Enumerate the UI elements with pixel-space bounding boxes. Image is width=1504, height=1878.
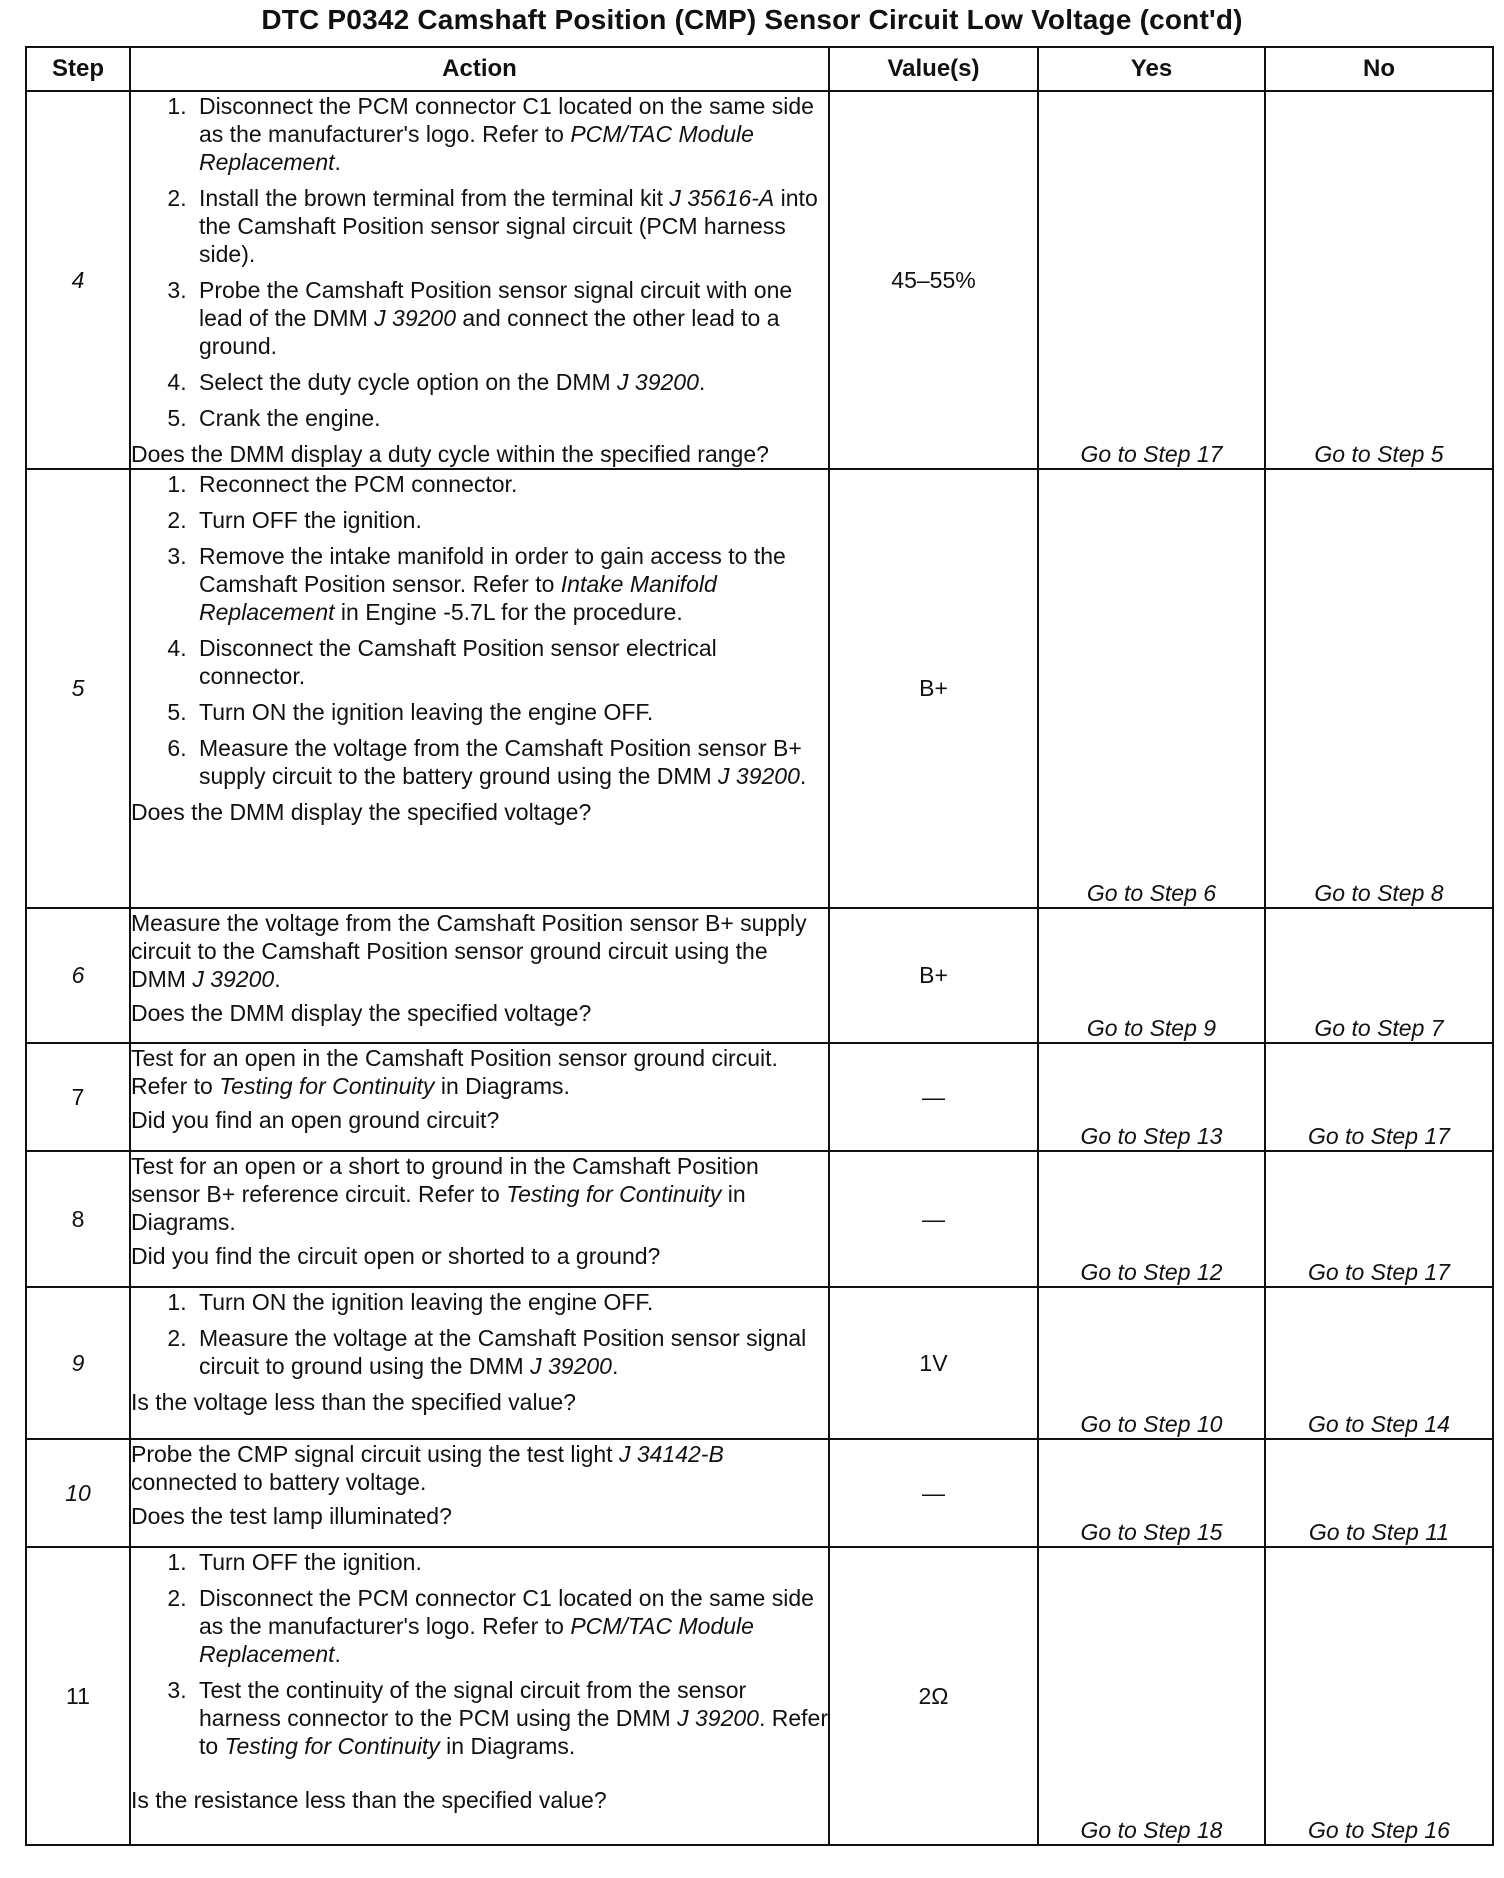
action-steps [131, 470, 828, 790]
value-cell: 45–55% [829, 91, 1038, 469]
action-steps [131, 92, 828, 432]
table-row [26, 1043, 1493, 1151]
diagnostic-table [25, 46, 1494, 1846]
action-cell [130, 1151, 829, 1287]
action-cell [130, 1043, 829, 1151]
action-text: Test for an open or a short to ground in the Camshaft Position sensor B+ reference circuit. Refer to Testing for Continuity in Diagrams. [131, 1153, 759, 1235]
table-row [26, 469, 1493, 908]
step-number: 7 [26, 1043, 130, 1151]
no-cell: Go to Step 16 [1265, 1547, 1493, 1845]
action-cell [130, 908, 829, 1043]
value-cell: B+ [829, 908, 1038, 1043]
value-cell: 1V [829, 1287, 1038, 1439]
step-number: 4 [26, 91, 130, 469]
list-item: 3. Test the continuity of the signal circuit from the sensor harness connector to the PCM using the DMM J 39200. Refer to Testing for Continuity in Diagrams. [193, 1676, 828, 1760]
no-cell: Go to Step 5 [1265, 91, 1493, 469]
list-item: 4. Select the duty cycle option on the DMM J 39200. [193, 368, 828, 396]
list-item: 2. Install the brown terminal from the terminal kit J 35616-A into the Camshaft Position sensor signal circuit (PCM harness side). [193, 184, 828, 268]
step-number: 8 [26, 1151, 130, 1287]
question-text: Did you find an open ground circuit? [131, 1107, 500, 1133]
table-row [26, 1151, 1493, 1287]
question-text: Did you find the circuit open or shorted to a ground? [131, 1243, 661, 1269]
header-no: No [1265, 47, 1493, 91]
table-row [26, 91, 1493, 469]
value-cell: 2Ω [829, 1547, 1038, 1845]
list-item: 1. Turn OFF the ignition. [193, 1548, 828, 1576]
value-cell: — [829, 1439, 1038, 1547]
action-cell [130, 1287, 829, 1439]
value-cell: — [829, 1151, 1038, 1287]
action-cell [130, 469, 829, 908]
list-item: 4. Disconnect the Camshaft Position sensor electrical connector. [193, 634, 828, 690]
yes-cell: Go to Step 15 [1038, 1439, 1265, 1547]
no-cell: Go to Step 11 [1265, 1439, 1493, 1547]
no-cell: Go to Step 14 [1265, 1287, 1493, 1439]
question-text: Does the DMM display the specified voltage? [131, 1000, 592, 1026]
question-text: Does the DMM display a duty cycle within the specified range? [131, 441, 769, 467]
no-cell: Go to Step 17 [1265, 1151, 1493, 1287]
yes-cell: Go to Step 9 [1038, 908, 1265, 1043]
list-item: 3. Remove the intake manifold in order to gain access to the Camshaft Position sensor. Refer to Intake Manifold Replacement in Engine -5.7L for the procedure. [193, 542, 828, 626]
no-cell: Go to Step 8 [1265, 469, 1493, 908]
action-steps [131, 1288, 828, 1380]
table-row [26, 1439, 1493, 1547]
list-item: 1. Turn ON the ignition leaving the engine OFF. [193, 1288, 828, 1316]
list-item: 2. Measure the voltage at the Camshaft Position sensor signal circuit to ground using the DMM J 39200. [193, 1324, 828, 1380]
list-item: 2. Disconnect the PCM connector C1 located on the same side as the manufacturer's logo. Refer to PCM/TAC Module Replacement. [193, 1584, 828, 1668]
question-text: Does the test lamp illuminated? [131, 1503, 452, 1529]
list-item: 5. Turn ON the ignition leaving the engine OFF. [193, 698, 828, 726]
yes-cell: Go to Step 13 [1038, 1043, 1265, 1151]
list-item: 5. Crank the engine. [193, 404, 828, 432]
step-number: 6 [26, 908, 130, 1043]
question-text: Does the DMM display the specified voltage? [131, 799, 592, 825]
header-values: Value(s) [829, 47, 1038, 91]
yes-cell: Go to Step 18 [1038, 1547, 1265, 1845]
action-text: Measure the voltage from the Camshaft Position sensor B+ supply circuit to the Camshaft Position sensor ground circuit using the DMM J 39200. [131, 910, 807, 992]
question-text: Is the voltage less than the specified value? [131, 1389, 576, 1415]
yes-cell: Go to Step 10 [1038, 1287, 1265, 1439]
yes-cell: Go to Step 6 [1038, 469, 1265, 908]
action-text: Test for an open in the Camshaft Position sensor ground circuit. Refer to Testing for Continuity in Diagrams. [131, 1045, 778, 1099]
value-cell: B+ [829, 469, 1038, 908]
table-row [26, 1547, 1493, 1845]
action-cell [130, 1439, 829, 1547]
list-item: 2. Turn OFF the ignition. [193, 506, 828, 534]
action-steps [131, 1548, 828, 1760]
no-cell: Go to Step 7 [1265, 908, 1493, 1043]
list-item: 1. Reconnect the PCM connector. [193, 470, 828, 498]
header-step: Step [26, 47, 130, 91]
list-item: 1. Disconnect the PCM connector C1 located on the same side as the manufacturer's logo. Refer to PCM/TAC Module Replacement. [193, 92, 828, 176]
yes-cell: Go to Step 17 [1038, 91, 1265, 469]
step-number: 9 [26, 1287, 130, 1439]
step-number: 5 [26, 469, 130, 908]
step-number: 11 [26, 1547, 130, 1845]
no-cell: Go to Step 17 [1265, 1043, 1493, 1151]
list-item: 6. Measure the voltage from the Camshaft Position sensor B+ supply circuit to the battery ground using the DMM J 39200. [193, 734, 828, 790]
action-cell [130, 1547, 829, 1845]
table-row [26, 1287, 1493, 1439]
action-text: Probe the CMP signal circuit using the test light J 34142-B connected to battery voltage. [131, 1441, 724, 1495]
header-yes: Yes [1038, 47, 1265, 91]
value-cell: — [829, 1043, 1038, 1151]
yes-cell: Go to Step 12 [1038, 1151, 1265, 1287]
list-item: 3. Probe the Camshaft Position sensor signal circuit with one lead of the DMM J 39200 and connect the other lead to a ground. [193, 276, 828, 360]
action-cell [130, 91, 829, 469]
table-row [26, 908, 1493, 1043]
header-row [26, 47, 1493, 91]
page-title: DTC P0342 Camshaft Position (CMP) Sensor Circuit Low Voltage (cont'd) [261, 4, 1243, 35]
question-text: Is the resistance less than the specified value? [131, 1787, 607, 1813]
step-number: 10 [26, 1439, 130, 1547]
header-action: Action [130, 47, 829, 91]
